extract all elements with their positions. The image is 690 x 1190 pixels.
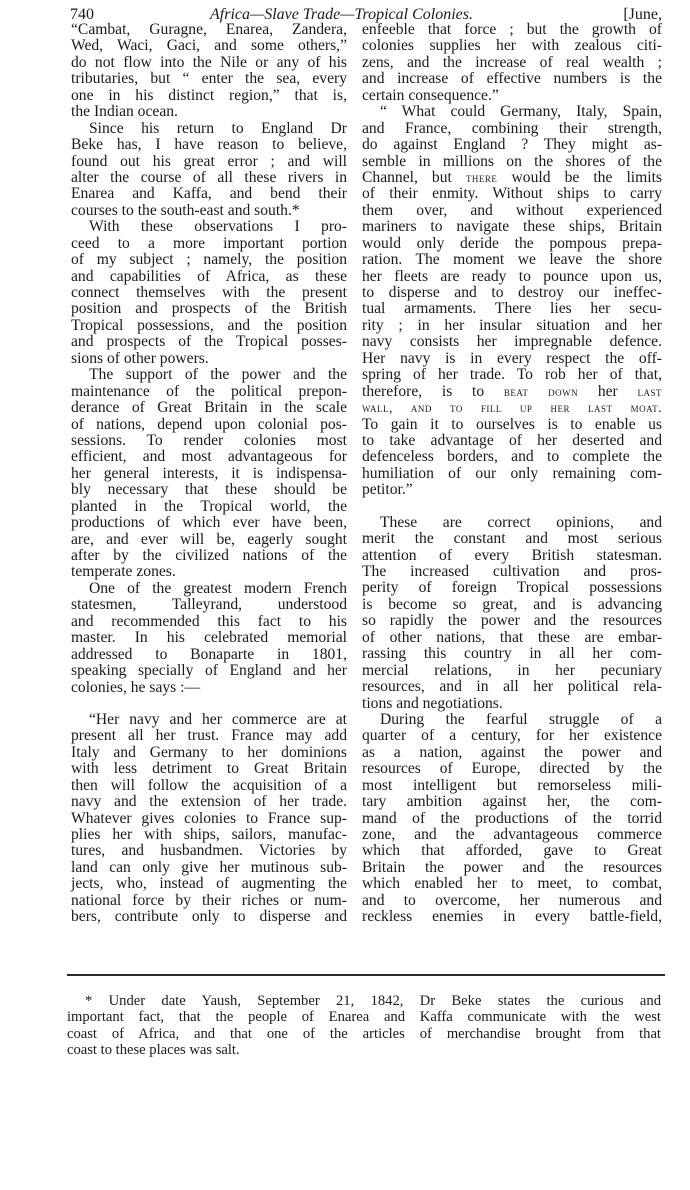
text-line: sions of other powers. [71, 349, 209, 367]
text-line: defenceless borders, and to complete the [362, 448, 662, 466]
text-line: ceed to a more important portion [71, 234, 347, 252]
text-line-with-small-caps [362, 384, 662, 400]
text-line: The increased cultivation and pros- [362, 563, 662, 580]
text-line: merit the constant and most serious [362, 530, 662, 548]
text-line: connect themselves with the present [71, 284, 347, 301]
text-line: productions of which ever have been, [71, 514, 347, 532]
text-line: To gain it to ourselves is to enable us [362, 415, 662, 433]
text-line: of their enmity. Without ships to carry [362, 185, 662, 203]
text-line: navy and the extension of her trade. [71, 793, 347, 811]
text-line: colonies supplies her with zealous citi- [362, 37, 662, 55]
text-line: which that afforded, gave to Great [362, 842, 662, 860]
text-line: resources, and in all her political rela- [362, 678, 662, 696]
text-line: attention of every British statesman. [362, 546, 662, 564]
text-line: and France, combining their strength, [362, 119, 662, 137]
text-line: spring of her trade. To rob her of that, [362, 366, 662, 384]
text-line: Whatever gives colonies to France sup- [71, 809, 347, 827]
page-number: 740 [70, 6, 94, 23]
text-line: derance of Great Britain in the scale [71, 399, 347, 417]
text-line: and capabilities of Africa, as these [71, 267, 347, 285]
text-line: Enarea and Kaffa, and bend their [71, 185, 347, 203]
text-line: national force by their riches or num- [71, 891, 347, 909]
text-line: one in his distinct region,” that is, [71, 86, 347, 104]
text-line: of nations, depend upon colonial pos- [71, 415, 347, 433]
text-line: Italy and Germany to her dominions [71, 743, 347, 761]
paragraph-start: One of the greatest modern French [89, 579, 347, 597]
text-line: coast of Africa, and that one of the articles of merchandise brought from that [67, 1025, 661, 1042]
issue-month: [June, [623, 6, 662, 23]
text-line: navy consists her impregnable defence. [362, 333, 662, 351]
text-line: then will follow the acquisition of a [71, 776, 347, 794]
text-line: tary ambition against her, the com- [362, 793, 662, 811]
text-line: maintenance of the political prepon- [71, 382, 347, 400]
text-line: most intelligent but remorseless mili- [362, 776, 662, 794]
text-line: plies her with ships, sailors, manufac- [71, 826, 347, 843]
text-line: zens, and the increase of real wealth ; [362, 53, 662, 71]
text-line: Her navy is in every respect the off- [362, 349, 662, 367]
text-line: addressed to Bonaparte in 1801, [71, 645, 347, 663]
text-line: tributaries, but “ enter the sea, every [71, 70, 347, 88]
footnote-start: * Under date Yaush, September 21, 1842, Dr Beke states the curious and [85, 993, 661, 1009]
text-line: the Indian ocean. [71, 103, 178, 121]
text-fragment: her [597, 382, 618, 400]
text-line: do against England ? They might as- [362, 136, 662, 154]
text-line: zone, and the advantageous commerce [362, 826, 662, 843]
text-line: perity of foreign Tropical possessions [362, 579, 662, 597]
paragraph-gap [71, 696, 347, 712]
text-line: and prospects of the Tropical posses- [71, 333, 347, 351]
small-caps-emphasis: beat down [503, 383, 579, 399]
text-line: them over, and without experienced [362, 201, 662, 219]
text-fragment: Channel, but [362, 168, 452, 186]
text-line: are, and ever will be, eagerly sought [71, 530, 347, 548]
text-line: sessions. To render colonies most [71, 431, 347, 449]
text-line: rity ; in her insular situation and her [362, 316, 662, 334]
footnote-reference-line[interactable]: courses to the south-east and south.* [71, 201, 300, 219]
text-line: tures, and husbandmen. Victories by [71, 842, 347, 860]
text-line: and to overcome, her numerous and [362, 891, 662, 909]
footnote [67, 993, 661, 1059]
paragraph-start: Since his return to England Dr [89, 119, 347, 137]
text-line: bly necessary that these should be [71, 481, 347, 499]
text-line: Wed, Waci, Gaci, and some others,” [71, 37, 347, 55]
text-line: tions and negotiations. [362, 694, 503, 712]
text-line: her general interests, it is indispensa- [71, 464, 347, 482]
text-line: to disperse and to destroy our ineffec- [362, 284, 662, 301]
paragraph-start: With these observations I pro- [89, 218, 347, 236]
text-line: Beke has, I have reason to believe, [71, 136, 347, 154]
footnote-divider [67, 974, 665, 976]
text-line: and increase of effective numbers is the [362, 70, 662, 88]
text-line: with less detriment to Great Britain [71, 760, 347, 778]
text-line: as a nation, against the power and [362, 743, 662, 761]
text-line: position and prospects of the British [71, 300, 347, 318]
right-column [362, 22, 662, 926]
text-line: enfeeble that force ; but the growth of [362, 21, 662, 38]
text-line: mariners to navigate these ships, Britain [362, 218, 662, 236]
text-line: semble in millions on the shores of the [362, 152, 662, 170]
text-line: Tropical possessions, and the position [71, 316, 347, 334]
text-line: so rapidly the power and the resources [362, 612, 662, 630]
text-line: Britain the power and the resources [362, 858, 662, 876]
text-line: planted in the Tropical world, the [71, 497, 347, 515]
quotation-start: “ What could Germany, Italy, Spain, [380, 103, 662, 121]
text-line: do not flow into the Nile or any of his [71, 53, 347, 71]
text-line: present all her trust. France may add [71, 727, 347, 745]
text-line: jects, who, instead of augmenting the [71, 875, 347, 893]
paragraph-start: The support of the power and the [89, 366, 347, 384]
text-line: after by the civilized nations of the [71, 547, 347, 564]
text-line: found out his great error ; and will [71, 152, 347, 170]
text-line: resources of Europe, directed by the [362, 760, 662, 778]
text-line: reckless enemies in every battle-field, [362, 908, 662, 926]
text-line: master. In his celebrated memorial [71, 629, 347, 647]
small-caps-emphasis: there [465, 169, 498, 185]
text-line: colonies, he says :— [71, 678, 201, 696]
text-line: would only deride the pompous prepa- [362, 234, 662, 252]
text-line: statesmen, Talleyrand, understood [71, 596, 347, 614]
paragraph-gap [362, 499, 662, 515]
text-line: of my subject ; namely, the position [71, 251, 347, 269]
text-line: of other nations, that these are embar- [362, 628, 662, 646]
text-line: to take advantage of her deserted and [362, 431, 662, 449]
text-line: petitor.” [362, 481, 413, 499]
text-fragment: therefore, is to [362, 382, 485, 400]
text-line: efficient, and most advantageous for [71, 448, 347, 466]
text-line: ration. The moment we leave the shore [362, 251, 662, 269]
text-line: and recommended this fact to his [71, 612, 347, 630]
paragraph-start: During the fearful struggle of a [380, 710, 662, 728]
text-line: is become so great, and is advancing [362, 595, 662, 613]
text-line: speaking specially of England and her [71, 662, 347, 680]
paragraph-start: These are correct opinions, and [380, 513, 662, 531]
small-caps-emphasis-line: wall, and to fill up her last moat. [362, 400, 662, 416]
text-line: land can only give her mutinous sub- [71, 858, 347, 876]
text-line: important fact, that the people of Enarea and Kaffa communicate with the west [67, 1009, 661, 1026]
text-line: mercial relations, in her pecuniary [362, 661, 662, 679]
text-line: which enabled her to meet, to combat, [362, 875, 662, 893]
text-line: mand of the productions of the torrid [362, 809, 662, 827]
text-line: tual armaments. There lies her secu- [362, 300, 662, 318]
text-line-with-small-caps [362, 170, 662, 186]
text-line: temperate zones. [71, 563, 176, 581]
text-line: coast to these places was salt. [67, 1042, 240, 1059]
text-line: bers, contribute only to disperse and [71, 908, 347, 926]
left-column [71, 22, 347, 926]
text-line: alter the course of all these rivers in [71, 168, 347, 186]
text-line: “Cambat, Guragne, Enarea, Zandera, [71, 21, 347, 38]
text-line: certain consequence.” [362, 86, 499, 104]
small-caps-emphasis: last [637, 383, 662, 399]
text-line: rassing this country in all her com- [362, 645, 662, 663]
text-fragment: would be the limits [511, 168, 662, 186]
text-line: her fleets are ready to pounce upon us, [362, 267, 662, 285]
quotation-start: “Her navy and her commerce are at [89, 710, 347, 728]
running-title: Africa—Slave Trade—Tropical Colonies. [210, 6, 473, 23]
text-line: quarter of a century, for her existence [362, 727, 662, 745]
text-line: humiliation of our only remaining com- [362, 464, 662, 482]
